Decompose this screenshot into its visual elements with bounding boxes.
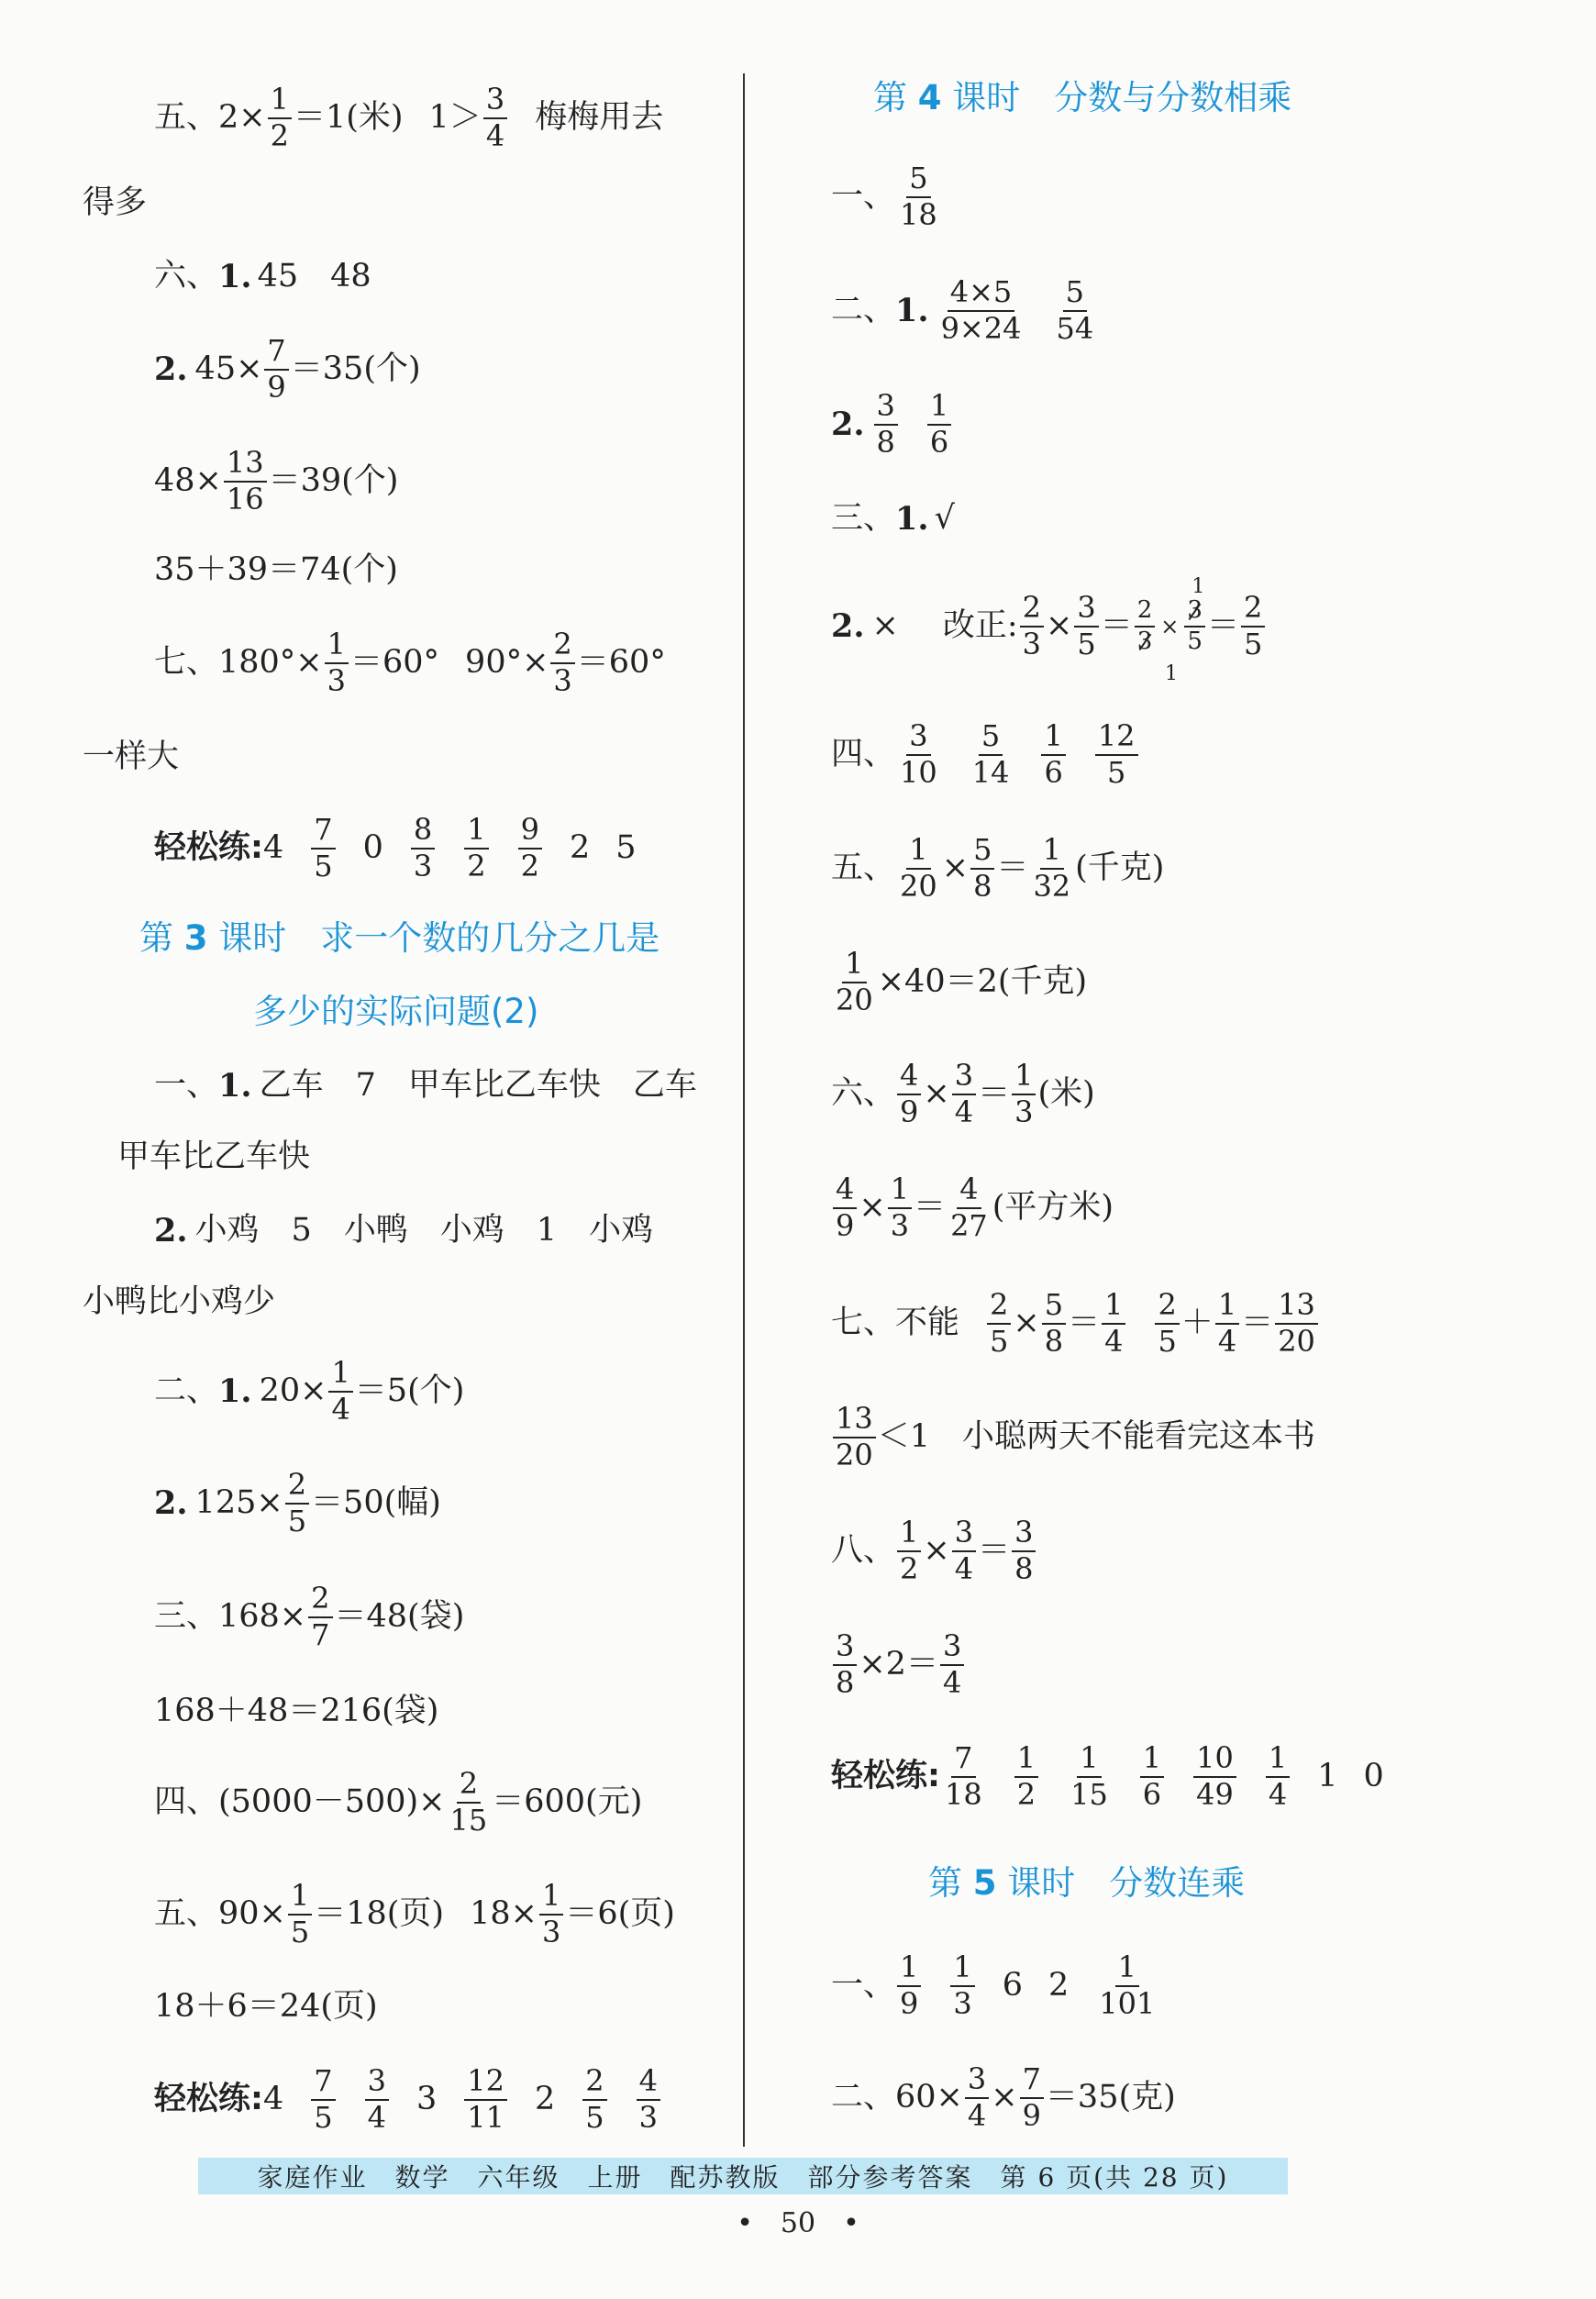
fraction: $\frac{2}{15}$ <box>449 1766 488 1838</box>
fraction: $\frac{1}{3}$ <box>888 1174 912 1241</box>
answer-line: 六、 1. 45 48 <box>154 258 371 295</box>
answer-line: 三、 1. √ <box>831 500 955 538</box>
answer-line: 七、180°× $\frac{1}{3}$ ＝60° 90°× $\frac{2}{3}$ ＝60° <box>154 627 666 698</box>
answer-line: 二、60× $\frac{3}{4}$ × $\frac{7}{9}$ ＝35(克) <box>831 2061 1176 2133</box>
fraction: 5 18 <box>900 161 937 232</box>
section-heading: 第 5 课时 分数连乘 <box>928 1863 1246 1903</box>
fraction: $\frac{1}{2}$ <box>897 1517 921 1584</box>
answer-line: 甲车比乙车快 <box>117 1138 311 1175</box>
fraction: 1 2 <box>1014 1743 1038 1810</box>
fraction: 12 11 <box>464 2066 507 2133</box>
practice-line: 轻松练: 4 7 5 0 8 3 1 2 9 2 2 5 <box>154 812 637 883</box>
fraction: $\frac{4}{9}$ <box>833 1174 857 1241</box>
answer-line: 六、 $\frac{4}{9}$ × $\frac{3}{4}$ ＝ 1 3 (米) <box>831 1058 1095 1129</box>
answer-line: 四、 3 10 5 14 1 6 12 5 <box>831 721 1140 788</box>
fraction: $\frac{5}{8}$ <box>1042 1290 1066 1357</box>
fraction: $\frac{1}{20}$ <box>900 832 937 904</box>
fraction: 1 4 <box>1215 1290 1239 1357</box>
answer-line: 五、90× $\frac{1}{5}$ ＝18(页) 18× $\frac{1}{3}$ ＝6(页) <box>154 1878 675 1949</box>
answer-line: 13 20 ＜1 小聪两天不能看完这本书 <box>831 1404 1315 1471</box>
cancel-number: 1 <box>1165 662 1178 685</box>
fraction: $\frac{2}{3}$ <box>550 629 574 696</box>
fraction: 1 4 <box>1102 1290 1125 1357</box>
fraction: 7 18 <box>945 1740 982 1812</box>
fraction: 1 9 <box>897 1952 921 2019</box>
fraction: 13 20 <box>833 1404 876 1471</box>
answer-line: 一样大 <box>83 739 180 775</box>
fraction: 4 27 <box>950 1172 988 1243</box>
fraction: 5 54 <box>1056 274 1094 346</box>
fraction: 1 15 <box>1070 1740 1108 1812</box>
check-mark-icon: √ <box>934 500 955 537</box>
fraction: $\frac{1}{20}$ <box>836 946 873 1017</box>
answer-line: 三、168× $\frac{2}{7}$ ＝48(袋) <box>154 1581 465 1652</box>
fraction: $\frac{7}{9}$ <box>1020 2064 1044 2131</box>
answer-line: 得多 <box>83 184 148 221</box>
answer-line: 48× $\frac{13}{16}$ ＝39(个) <box>154 445 399 516</box>
answer-line: 五、2× $\frac{1}{2}$ ＝1(米) 1＞ 3 4 梅梅用去 <box>154 82 664 153</box>
fraction: $\frac{3}{4}$ <box>952 1061 976 1127</box>
answer-line: 一、 1 9 1 3 6 2 1 101 <box>831 1952 1159 2019</box>
fraction: $\frac{5}{8}$ <box>970 835 994 902</box>
answer-line: $\frac{3}{8}$ ×2＝ 3 4 <box>831 1631 966 1698</box>
fraction: 3 10 <box>900 718 937 790</box>
answer-line: 小鸭比小鸡少 <box>83 1283 276 1320</box>
fraction: $\frac{1}{4}$ <box>328 1358 352 1425</box>
fraction: 5 14 <box>971 718 1010 790</box>
answer-line: 2. 3 8 1 6 <box>831 391 953 458</box>
fraction: 13 20 <box>1275 1290 1318 1357</box>
fraction: $\frac{2}{5}$ <box>987 1290 1011 1357</box>
fraction: 3 4 <box>940 1631 964 1698</box>
section-heading-continued: 多少的实际问题(2) <box>253 992 539 1031</box>
answer-line: 2. 125× $\frac{2}{5}$ ＝50(幅) <box>154 1467 441 1538</box>
fraction: $\frac{3}{5}$ <box>1074 593 1098 660</box>
fraction: 9 2 <box>518 815 542 882</box>
fraction: 3 4 <box>483 84 507 151</box>
cancelled-fraction: 1 3 5 <box>1184 598 1205 654</box>
fraction: $\frac{7}{9}$ <box>264 336 288 403</box>
practice-line: 轻松练: 4 7 5 3 4 3 12 11 2 2 5 4 3 <box>154 2066 662 2133</box>
fraction: 7 5 <box>311 2066 335 2133</box>
column-divider <box>743 73 745 2147</box>
fraction: $\frac{13}{16}$ <box>224 448 267 515</box>
cross-mark-icon: × <box>871 607 899 645</box>
fraction: 4 3 <box>637 2066 660 2133</box>
fraction: 2 5 <box>582 2066 606 2133</box>
answer-line: 2. × 改正: $\frac{2}{3}$ × $\frac{3}{5}$ ＝ $\frac{2}{3}$ × 1 3 5 ＝ 2 5 <box>831 593 1267 660</box>
fraction: 7 5 <box>311 815 335 882</box>
fraction: 3 4 <box>365 2066 389 2133</box>
cancelled-fraction: $\frac{2}{3}$ <box>1135 598 1156 654</box>
fraction: $\frac{1}{2}$ <box>268 84 292 151</box>
answer-line: 二、 1. 4×5 9×24 5 54 <box>831 277 1098 344</box>
answer-line: 一、 5 18 <box>831 163 942 230</box>
fraction: 2 5 <box>1155 1290 1179 1357</box>
fraction: 3 8 <box>874 391 898 458</box>
answer-line: 七、不能 $\frac{2}{5}$ × $\frac{5}{8}$ ＝ 1 4 2 5 ＋ 1 4 ＝ 13 20 <box>831 1290 1320 1357</box>
answer-line: 二、 1. 20× $\frac{1}{4}$ ＝5(个) <box>154 1355 465 1427</box>
answer-line: 2. 45× $\frac{7}{9}$ ＝35(个) <box>154 333 421 405</box>
answer-line: 2. 小鸡 5 小鸭 小鸡 1 小鸡 <box>154 1212 654 1249</box>
fraction: $\frac{1}{3}$ <box>325 629 349 696</box>
fraction: $\frac{3}{4}$ <box>965 2064 989 2131</box>
fraction: 1 6 <box>1041 721 1065 788</box>
answer-line: 18＋6＝24(页) <box>154 1988 378 2025</box>
fraction: $\frac{2}{7}$ <box>308 1583 332 1650</box>
answer-line: 168＋48＝216(袋) <box>154 1693 439 1729</box>
fraction: $\frac{4}{9}$ <box>897 1061 921 1127</box>
fraction: 1 4 <box>1266 1743 1290 1810</box>
answer-line: 一、 1. 乙车 7 甲车比乙车快 乙车 <box>154 1067 697 1105</box>
fraction: 4×5 9×24 <box>940 274 1022 346</box>
fraction: 1 2 <box>464 815 488 882</box>
section-heading: 第 4 课时 分数与分数相乘 <box>873 78 1292 117</box>
fraction: 1 3 <box>950 1952 974 2019</box>
fraction: 1 101 <box>1099 1949 1156 2021</box>
fraction: 1 6 <box>927 391 951 458</box>
answer-line: $\frac{1}{20}$ ×40＝2(千克) <box>831 949 1087 1016</box>
page-number: • 50 • <box>737 2207 859 2239</box>
fraction: $\frac{2}{3}$ <box>1020 593 1044 660</box>
fraction: 1 6 <box>1140 1743 1164 1810</box>
fraction: 8 3 <box>411 815 435 882</box>
fraction: 10 49 <box>1193 1743 1236 1810</box>
fraction: $\frac{3}{8}$ <box>833 1631 857 1698</box>
footer-text: 家庭作业 数学 六年级 上册 配苏教版 部分参考答案 第 6 页(共 28 页) <box>257 2162 1229 2193</box>
practice-line: 轻松练: 7 18 1 2 1 15 1 6 10 49 1 4 1 0 <box>831 1740 1384 1812</box>
answer-line: 四、(5000－500)× $\frac{2}{15}$ ＝600(元) <box>154 1766 643 1838</box>
fraction: $\frac{1}{3}$ <box>539 1881 563 1948</box>
footer-bar <box>198 2158 1288 2194</box>
fraction: 3 8 <box>1012 1517 1036 1584</box>
fraction: 1 3 <box>1012 1061 1036 1127</box>
fraction: 2 5 <box>1241 593 1265 660</box>
section-heading: 第 3 课时 求一个数的几分之几是 <box>139 918 660 958</box>
fraction: $\frac{3}{4}$ <box>952 1517 976 1584</box>
fraction: $\frac{2}{5}$ <box>285 1470 309 1537</box>
fraction: 1 32 <box>1033 832 1071 904</box>
fraction: 12 5 <box>1095 721 1138 788</box>
answer-line: 35＋39＝74(个) <box>154 551 398 588</box>
answer-line: $\frac{4}{9}$ × $\frac{1}{3}$ ＝ 4 27 (平方米) <box>831 1174 1114 1241</box>
answer-line: 五、 $\frac{1}{20}$ × $\frac{5}{8}$ ＝ 1 32 (千克) <box>831 832 1165 904</box>
fraction: $\frac{1}{5}$ <box>288 1881 312 1948</box>
answer-line: 八、 $\frac{1}{2}$ × $\frac{3}{4}$ ＝ 3 8 <box>831 1517 1037 1584</box>
